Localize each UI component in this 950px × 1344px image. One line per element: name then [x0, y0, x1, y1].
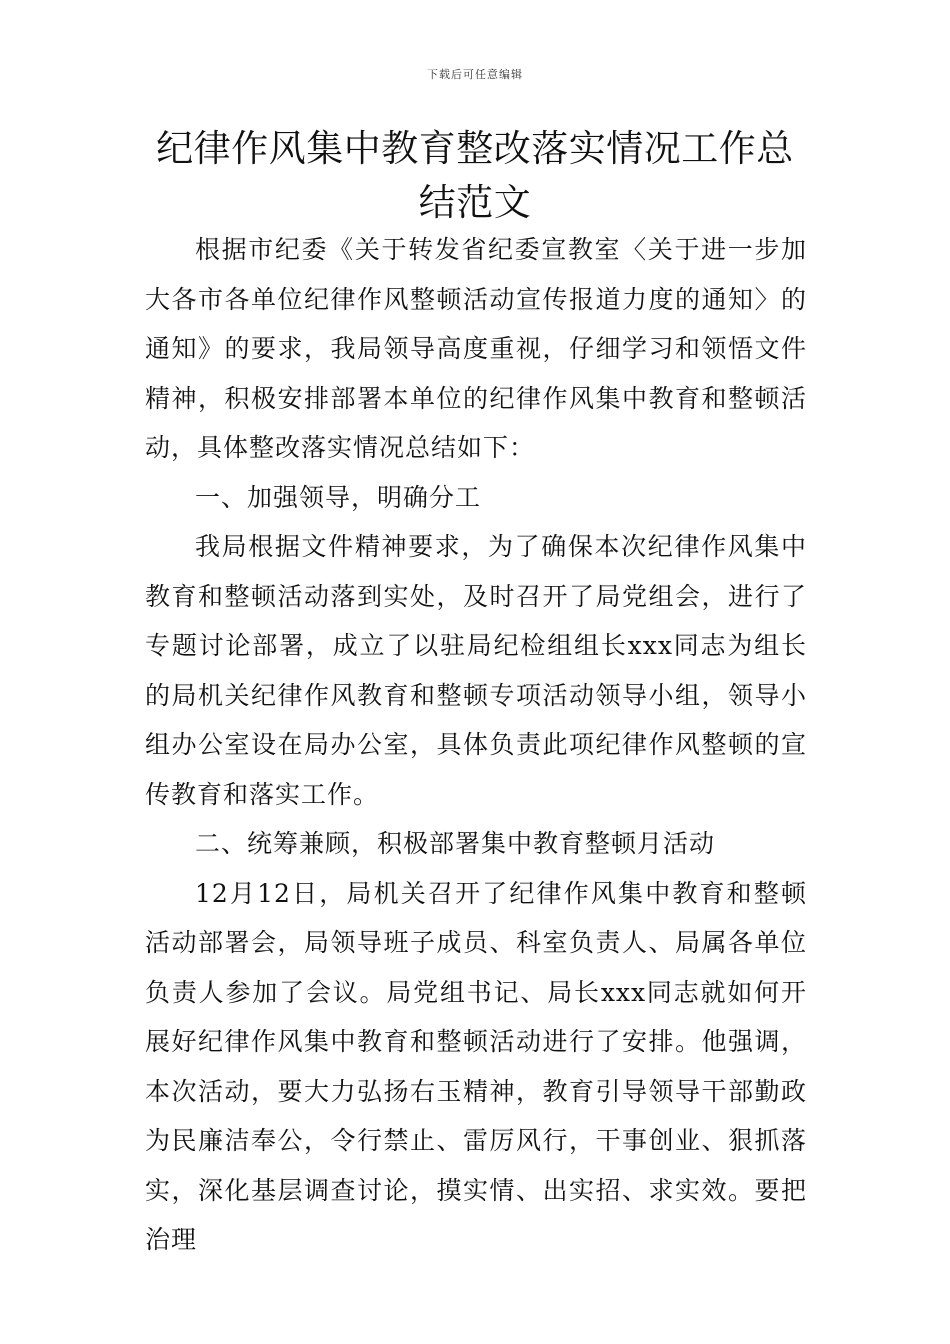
document-title: 纪律作风集中教育整改落实情况工作总结范文	[156, 127, 794, 224]
paragraph-section-1: 我局根据文件精神要求，为了确保本次纪律作风集中教育和整顿活动落到实处，及时召开了局党组会，进行了专题讨论部署，成立了以驻局纪检组组长xxx同志为组长的局机关纪律作风教育和整顿专项活动领导小组，领导小组办公室设在局办公室，具体负责此项纪律作风整顿的宣传教育和落实工作。	[145, 532, 807, 809]
section-heading-2: 二、统筹兼顾，积极部署集中教育整顿月活动	[195, 829, 716, 858]
paragraph-intro: 根据市纪委《关于转发省纪委宣教室〈关于进一步加大各市各单位纪律作风整顿活动宣传报道力度的通知〉的通知》的要求，我局领导高度重视，仔细学习和领悟文件精神，积极安排部署本单位的纪律作风集中教育和整顿活动，具体整改落实情况总结如下：	[145, 235, 807, 462]
paragraph-section-2: 12月12日，局机关召开了纪律作风集中教育和整顿活动部署会，局领导班子成员、科室负责人、局属各单位负责人参加了会议。局党组书记、局长xxx同志就如何开展好纪律作风集中教育和整顿活动进行了安排。他强调，本次活动，要大力弘扬右玉精神，教育引导领导干部勤政为民廉洁奉公，令行禁止、雷厉风行，干事创业、狠抓落实，深化基层调查讨论，摸实情、出实招、求实效。要把治理	[145, 878, 807, 1254]
document-body	[145, 225, 807, 1265]
header-note: 下载后可任意编辑	[427, 68, 523, 81]
section-heading-1: 一、加强领导，明确分工	[195, 482, 482, 512]
